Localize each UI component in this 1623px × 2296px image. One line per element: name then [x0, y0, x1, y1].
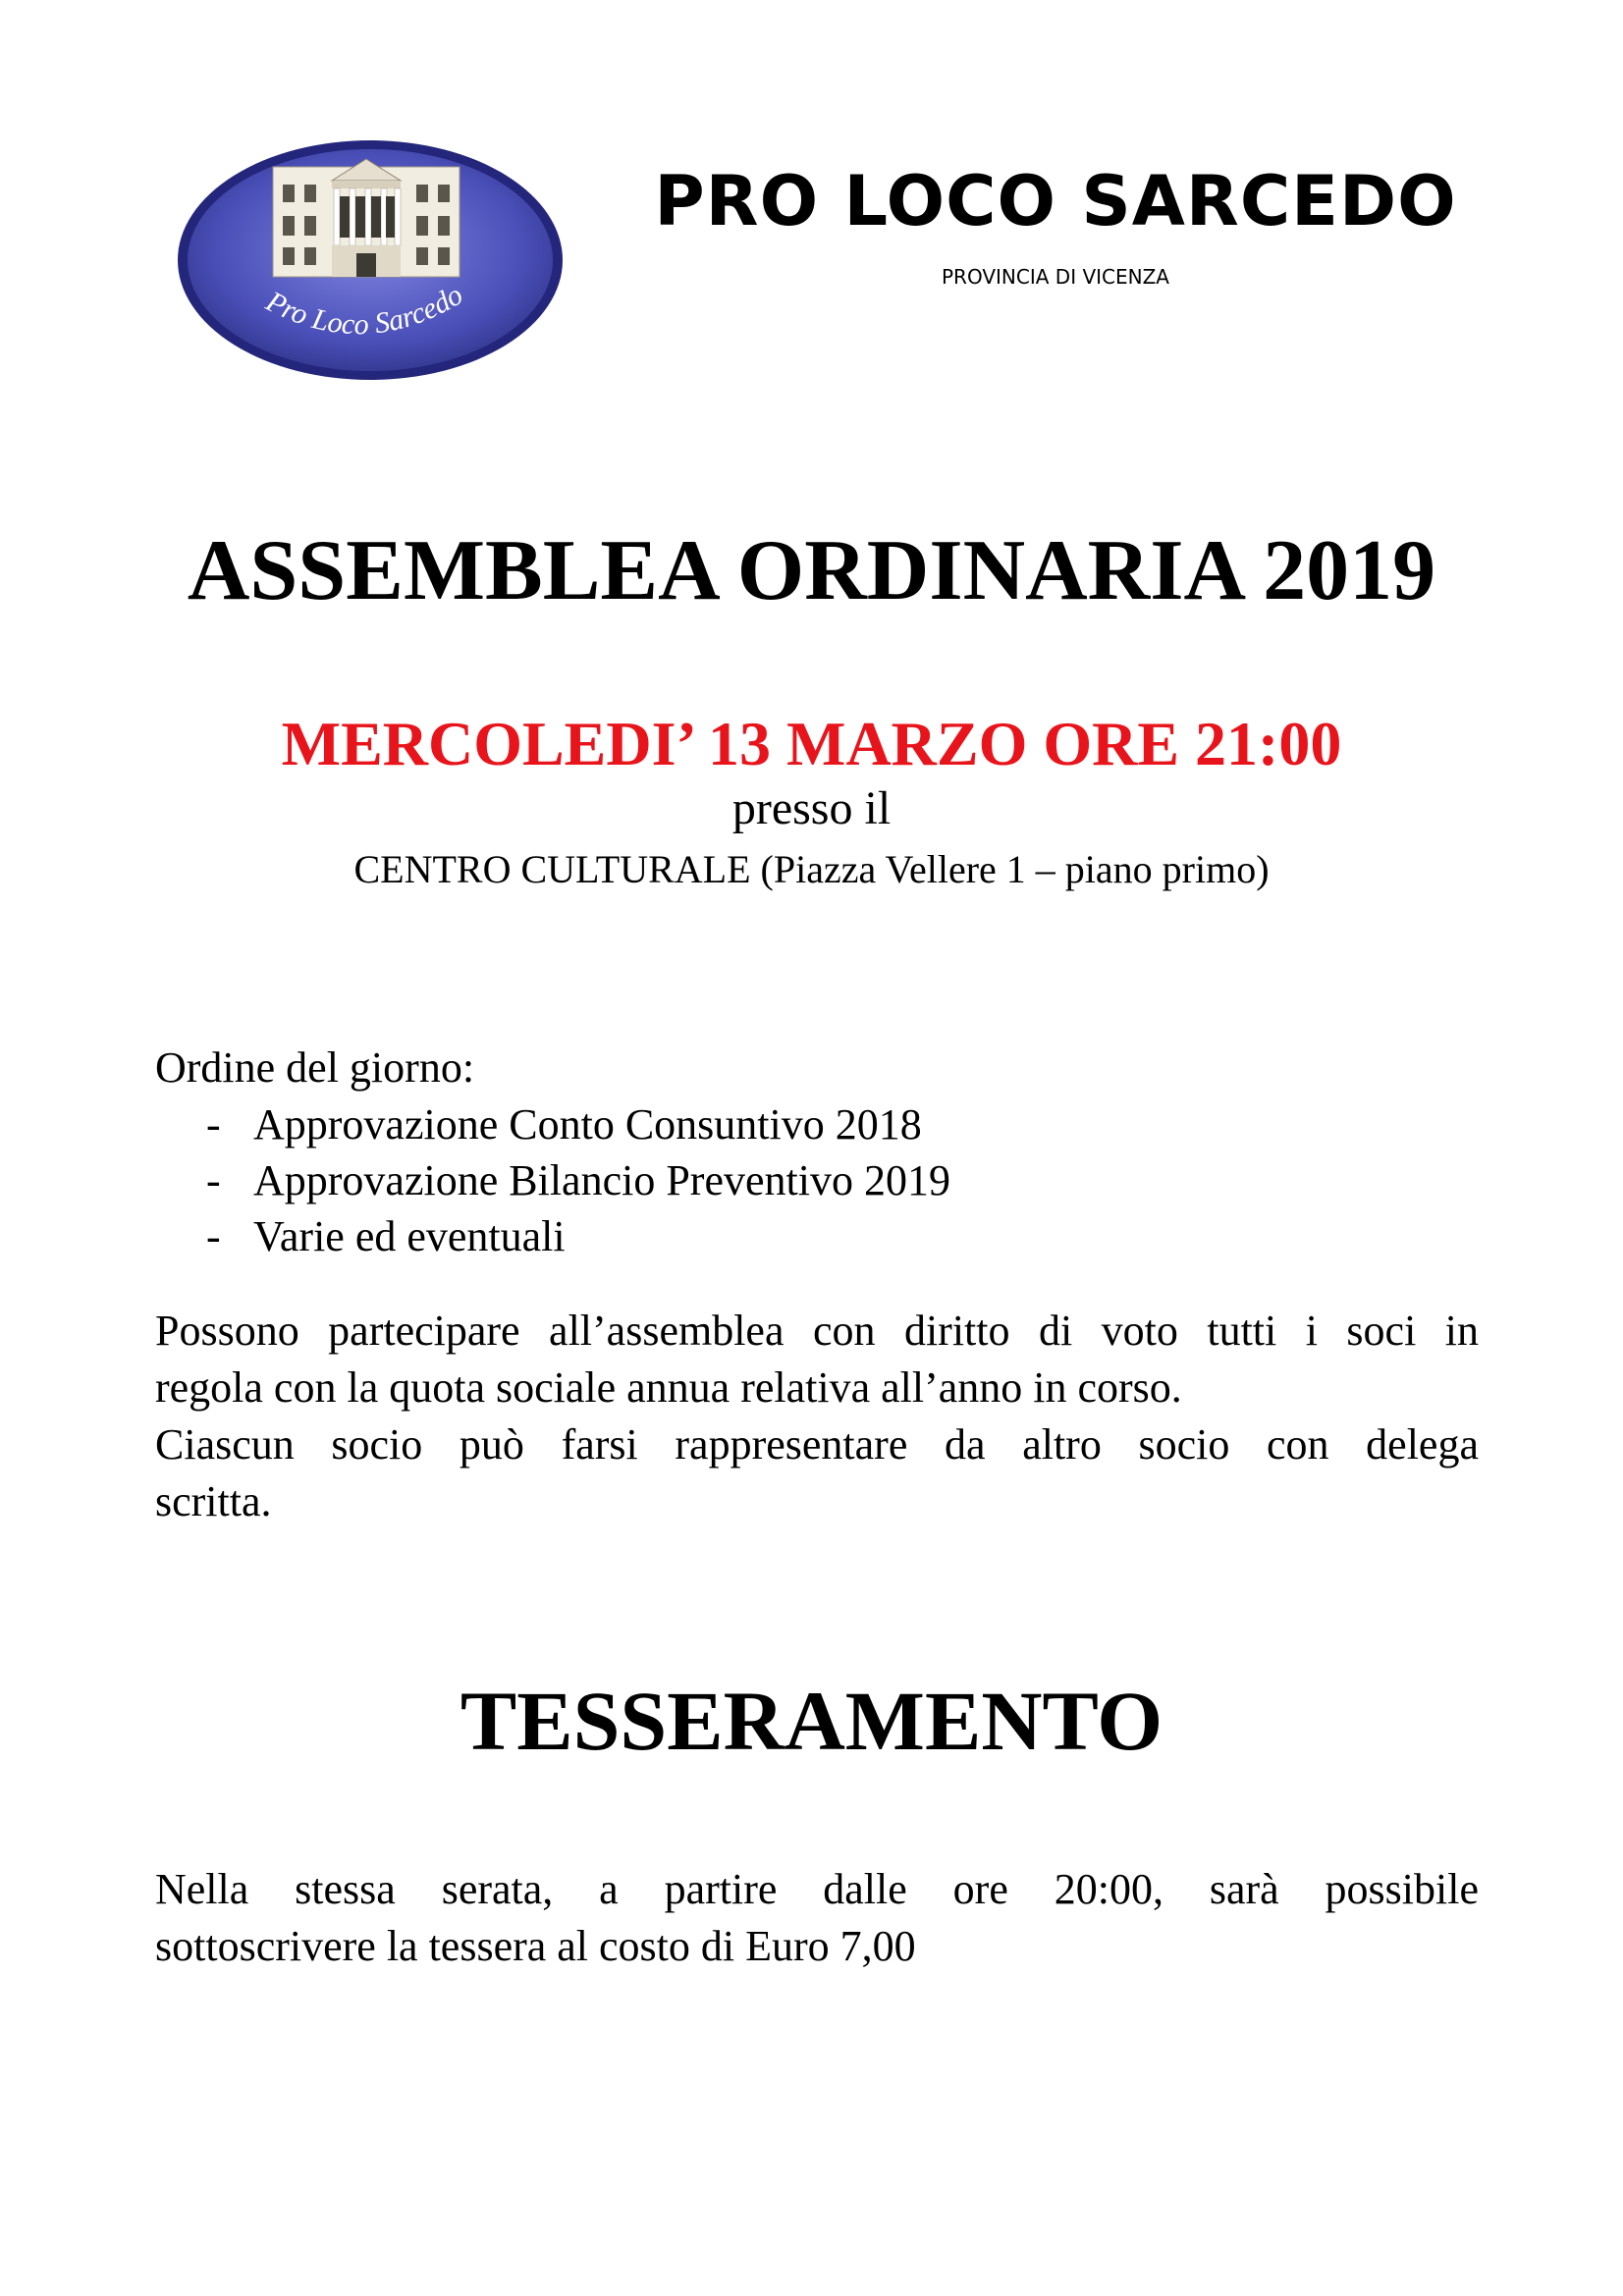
venue-address: CENTRO CULTURALE (Piazza Vellere 1 – piano primo): [353, 847, 1270, 891]
participation-line: Possono partecipare all’assemblea con diritto di voto tutti i soci in: [155, 1307, 1479, 1355]
organization-province: PROVINCIA DI VICENZA: [942, 265, 1169, 289]
assembly-title: ASSEMBLEA ORDINARIA 2019: [187, 523, 1436, 618]
agenda-item: - Approvazione Conto Consuntivo 2018: [206, 1100, 922, 1148]
organization-name: PRO LOCO SARCEDO: [654, 161, 1457, 241]
venue-intro: presso il: [731, 782, 892, 834]
membership-line: Nella stessa serata, a partire dalle ore 20:00, sarà possibile: [155, 1865, 1479, 1913]
participation-line: regola con la quota sociale annua relativa all’anno in corso.: [155, 1363, 1182, 1412]
agenda-item: - Approvazione Bilancio Preventivo 2019: [206, 1156, 950, 1204]
participation-line: Ciascun socio può farsi rappresentare da altro socio con delega: [155, 1420, 1479, 1468]
agenda-item: - Varie ed eventuali: [206, 1212, 566, 1260]
villa-icon: [273, 159, 460, 277]
membership-line: sottoscrivere la tessera al costo di Euro 7,00: [155, 1922, 916, 1970]
membership-title: TESSERAMENTO: [460, 1674, 1163, 1768]
agenda-heading: Ordine del giorno:: [155, 1043, 475, 1092]
participation-line: scritta.: [155, 1477, 272, 1525]
event-datetime: MERCOLEDI’ 13 MARZO ORE 21:00: [281, 709, 1342, 778]
svg-text:Pro Loco Sarcedo: Pro Loco Sarcedo: [260, 278, 469, 342]
pro-loco-logo: [175, 137, 566, 383]
